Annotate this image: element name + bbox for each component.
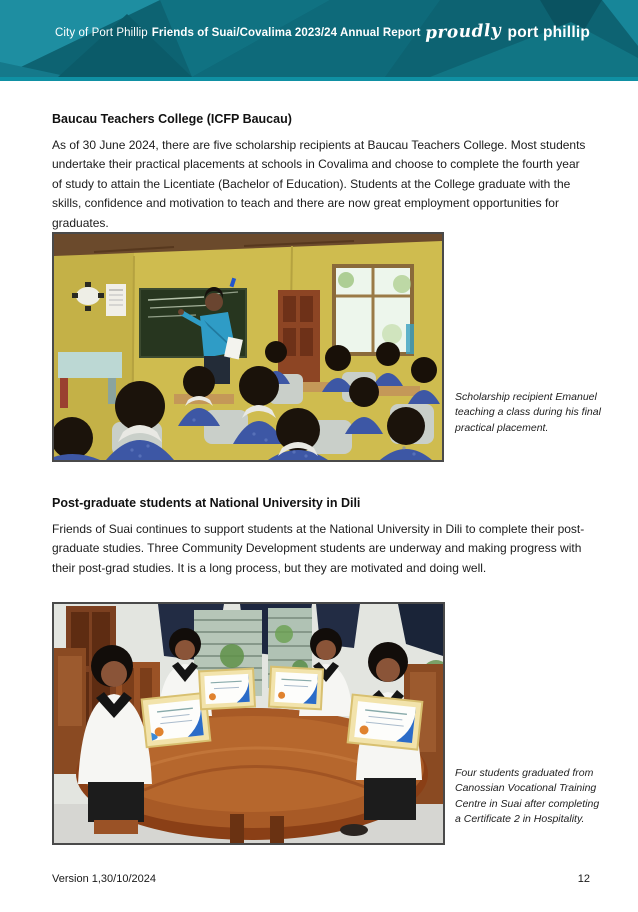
section-body-postgrad: Friends of Suai continues to support students at the National University in Dili to complete their post-graduate studies. Three Community Development students are underway and making progress with their post-grad studies. It is a long process, but they are motivated and doing well.	[52, 522, 585, 575]
footer-page-number: 12	[577, 873, 590, 885]
report-title-prefix: City of Port Phillip	[55, 27, 148, 39]
graduates-illustration	[54, 604, 443, 843]
report-title-main: Friends of Suai/Covalima 2023/24 Annual Report	[151, 27, 421, 39]
graduates-photo	[52, 602, 445, 845]
logo-wordmark-text: port phillip	[507, 24, 590, 41]
report-title	[55, 27, 421, 39]
photo-caption-graduates: Four students graduated from Canossian Vocational Training Centre in Suai after completing a Certificate 2 in Hospitality.	[455, 767, 600, 826]
section-heading-postgrad: Post-graduate students at National University in Dili	[52, 496, 361, 510]
photo-caption-baucau: Scholarship recipient Emanuel teaching a class during his final practical placement.	[455, 391, 601, 434]
classroom-photo	[52, 232, 444, 462]
logo-script-text: proudly	[424, 20, 502, 44]
port-phillip-logo	[425, 22, 590, 42]
section-body-baucau: As of 30 June 2024, there are five scholarship recipients at Baucau Teachers College. Most students undertake their practical placements at schools in Covalima and choose to complete the fourth year of study to attain the Licentiate (Bachelor of Education). Students at the College graduate with the skills, confidence and motivation to teach and there are now great employment opportunities for graduates.	[52, 138, 586, 230]
footer-version: Version 1,30/10/2024	[52, 873, 156, 885]
section-heading-baucau: Baucau Teachers College (ICFP Baucau)	[52, 112, 292, 126]
header-banner	[0, 0, 638, 81]
classroom-illustration	[54, 234, 442, 460]
